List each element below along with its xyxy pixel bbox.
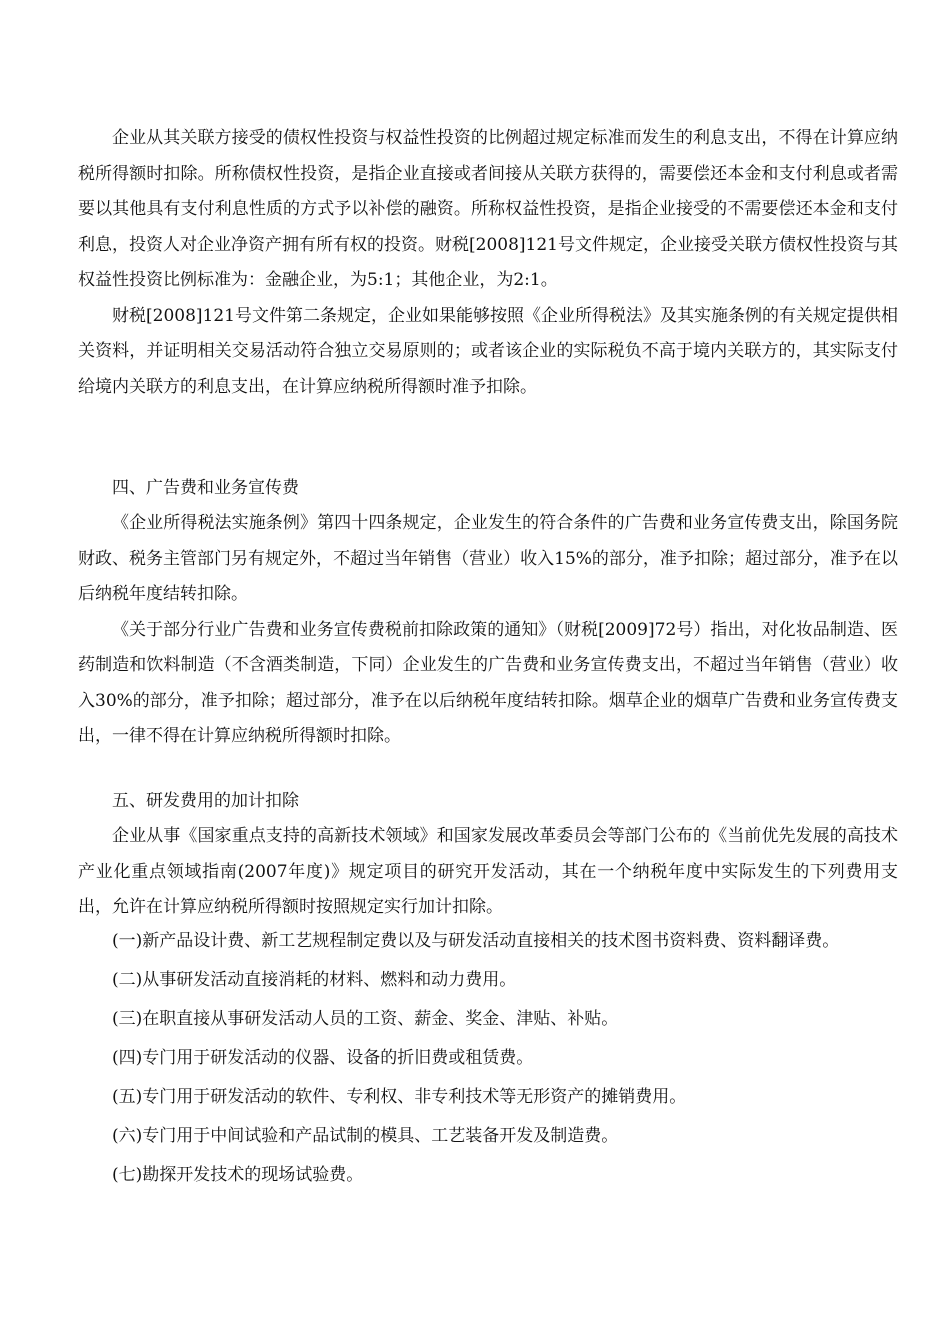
paragraph: 财税[2008]121号文件第二条规定，企业如果能够按照《企业所得税法》及其实施条例的有关规定提供相关资料，并证明相关交易活动符合独立交易原则的；或者该企业的实际税负不高于境内关联方的，其实际支付给境内关联方的利息支出，在计算应纳税所得额时准予扣除。 [78,305,898,397]
rd-intro [78,819,898,926]
related-party-section [78,121,898,405]
list-item: (一)新产品设计费、新工艺规程制定费以及与研发活动直接相关的技术图书资料费、资料翻译费。 [112,931,840,951]
list-item: (七)勘探开发技术的现场试验费。 [112,1165,364,1185]
paragraph: 《关于部分行业广告费和业务宣传费税前扣除政策的通知》（财税[2009]72号）指出，对化妆品制造、医药制造和饮料制造（不含酒类制造，下同）企业发生的广告费和业务宣传费支出，不超过当年销售（营业）收入30%的部分，准予扣除；超过部分，准予在以后纳税年度结转扣除。烟草企业的烟草广告费和业务宣传费支出，一律不得在计算应纳税所得额时扣除。 [78,619,898,746]
list-item: (五)专门用于研发活动的软件、专利权、非专利技术等无形资产的摊销费用。 [112,1087,687,1107]
paragraph: 《企业所得税法实施条例》第四十四条规定，企业发生的符合条件的广告费和业务宣传费支出，除国务院财政、税务主管部门另有规定外，不超过当年销售（营业）收入15%的部分，准予扣除；超过部分，准予在以后纳税年度结转扣除。 [78,513,898,604]
section-heading-rd: 五、研发费用的加计扣除 [112,791,299,811]
list-item: (二)从事研发活动直接消耗的材料、燃料和动力费用。 [112,970,517,990]
paragraph: 企业从事《国家重点支持的高新技术领域》和国家发展改革委员会等部门公布的《当前优先发展的高技术产业化重点领域指南(2007年度)》规定项目的研究开发活动，其在一个纳税年度中实际发生的下列费用支出，允许在计算应纳税所得额时按照规定实行加计扣除。 [78,826,898,917]
list-item: (三)在职直接从事研发活动人员的工资、薪金、奖金、津贴、补贴。 [112,1009,619,1029]
list-item: (六)专门用于中间试验和产品试制的模具、工艺装备开发及制造费。 [112,1126,619,1146]
section-heading-advertising: 四、广告费和业务宣传费 [112,478,299,498]
paragraph: 企业从其关联方接受的债权性投资与权益性投资的比例超过规定标准而发生的利息支出，不得在计算应纳税所得额时扣除。所称债权性投资，是指企业直接或者间接从关联方获得的，需要偿还本金和支付利息或者需要以其他具有支付利息性质的方式予以补偿的融资。所称权益性投资，是指企业接受的不需要偿还本金和支付利息，投资人对企业净资产拥有所有权的投资。财税[2008]121号文件规定，企业接受关联方债权性投资与其权益性投资比例标准为：金融企业，为5:1；其他企业，为2:1。 [78,128,898,290]
list-item: (四)专门用于研发活动的仪器、设备的折旧费或租赁费。 [112,1048,534,1068]
rd-expense-list [78,924,898,1197]
advertising-section [78,506,898,755]
